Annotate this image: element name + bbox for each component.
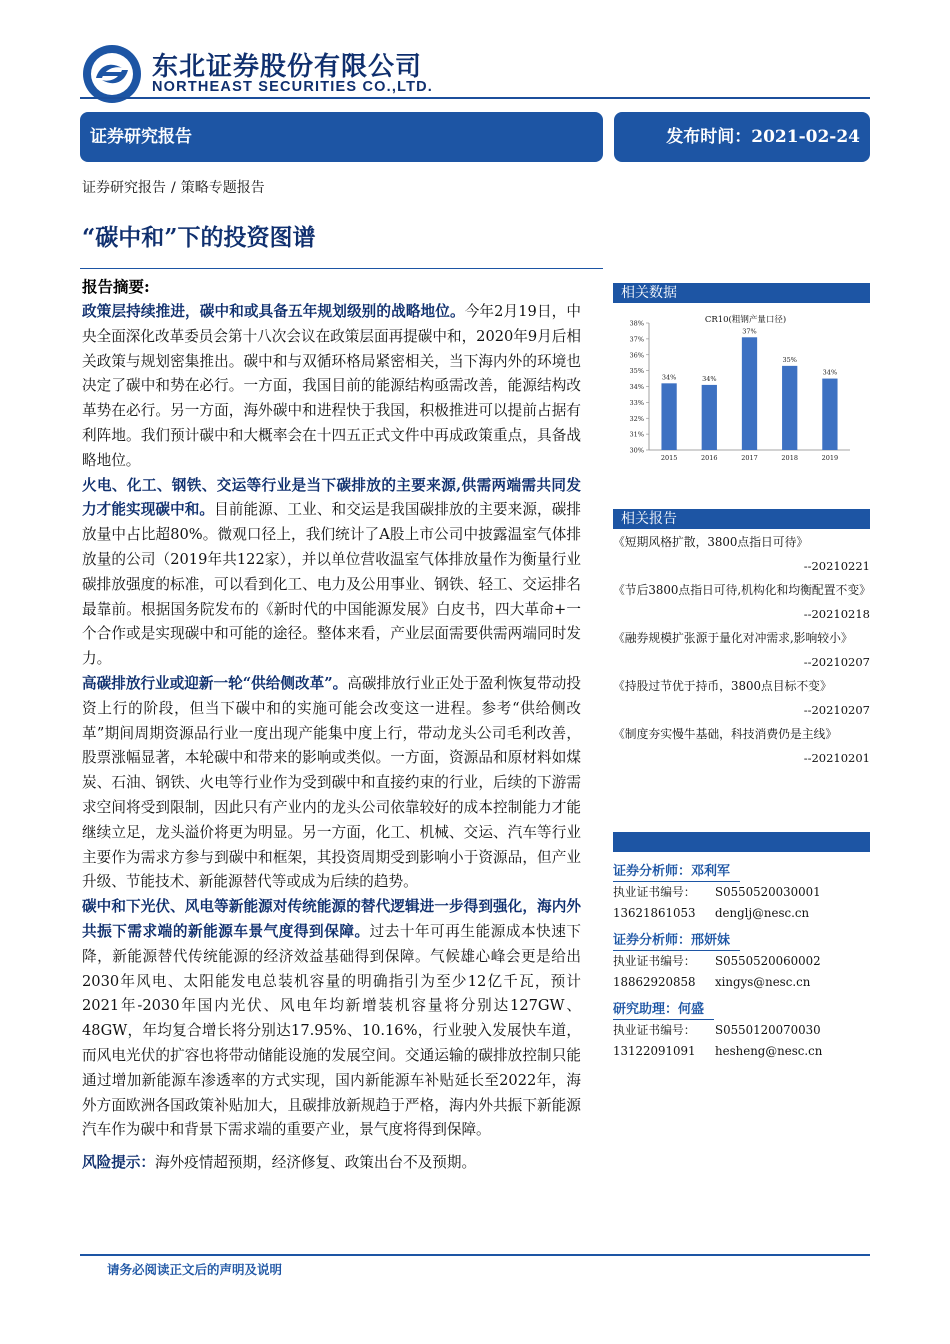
paragraph-lead: 政策层持续推进，碳中和或具备五年规划级别的战略地位。 bbox=[82, 303, 465, 320]
chart-bar bbox=[742, 337, 757, 450]
paragraph-lead: 火电、化工、钢铁、交运等行业是当下碳排放的主要来源,供需两端需共同发力才能实现碳中和。 bbox=[82, 476, 581, 519]
analyst-email[interactable]: denglj@nesc.cn bbox=[715, 906, 810, 920]
x-tick-label: 2019 bbox=[821, 454, 839, 462]
company-name-en: NORTHEAST SECURITIES CO.,LTD. bbox=[152, 79, 434, 95]
analyst-name: 证券分析师：邢妍妹 bbox=[613, 931, 730, 951]
cert-number: S0550520060002 bbox=[715, 954, 821, 968]
analyst-card bbox=[613, 931, 870, 993]
company-logo bbox=[82, 44, 142, 104]
y-tick-label: 32% bbox=[629, 414, 644, 423]
abstract-paragraph bbox=[82, 895, 581, 1143]
analyst-name: 证券分析师：邓利军 bbox=[613, 862, 730, 882]
related-report-title[interactable]: 《融券规模扩张源于量化对冲需求,影响较小》 bbox=[613, 631, 853, 645]
analyst-card bbox=[613, 1000, 870, 1062]
paragraph-text: 今年2月19日，中央全面深化改革委员会第十八次会议在政策层面再提碳中和，2020年9月后相关政策与规划密集推出。碳中和与双循环格局紧密相关，当下海内外的环境也决定了碳中和势在必行。一方面，我国目前的能源结构亟需改善，能源结构改革势在必行。另一方面，海外碳中和进程快于我国，积极推进可以提前占据有利阵地。我们预计碳中和大概率会在十四五正式文件中再成政策重点，具备战略地位。 bbox=[82, 303, 581, 469]
paragraph-lead: 高碳排放行业或迎新一轮“供给侧改革”。 bbox=[82, 674, 348, 692]
y-tick-label: 36% bbox=[629, 351, 644, 360]
y-tick-label: 33% bbox=[629, 398, 644, 407]
chart-title: CR10(粗钢产量口径) bbox=[704, 315, 787, 325]
abstract-paragraph bbox=[82, 672, 581, 895]
x-tick-label: 2018 bbox=[781, 454, 798, 462]
analyst-phone: 18862920858 bbox=[613, 975, 696, 989]
related-report-date: --20210207 bbox=[803, 655, 870, 669]
paragraph-lead: 碳中和下光伏、风电等新能源对传统能源的替代逻辑进一步得到强化，海内外共振下需求端的新能源车景气度得到保障。 bbox=[82, 898, 581, 940]
chart-bar bbox=[822, 379, 837, 450]
analyst-phone: 13122091091 bbox=[613, 1044, 696, 1058]
related-report-item[interactable] bbox=[613, 530, 870, 578]
related-report-item[interactable] bbox=[613, 578, 870, 626]
risk-warning bbox=[82, 1151, 581, 1176]
related-report-title[interactable]: 《短期风格扩散，3800点指日可待》 bbox=[613, 535, 809, 549]
related-report-title[interactable]: 《节后3800点指日可待,机构化和均衡配置不变》 bbox=[613, 583, 871, 597]
y-tick-label: 35% bbox=[629, 367, 644, 376]
cert-number: S0550520030001 bbox=[715, 885, 821, 899]
chart-bar bbox=[702, 385, 717, 450]
related-data-header: 相关数据 bbox=[613, 283, 870, 303]
related-report-date: --20210221 bbox=[803, 559, 870, 573]
breadcrumb-separator: / bbox=[171, 180, 176, 196]
paragraph-text: 过去十年可再生能源成本快速下降，新能源替代传统能源的经济效益基础得到保障。气候雄心峰会更是给出2030年风电、太阳能发电总装机容量的明确指引为至少12亿千瓦，预计2021年-2030年国内光伏、风电年均新增装机容量将分别达127GW、48GW，年均复合增长将分别达17.95%、10.16%，行业驶入发展快车道，而风电光伏的扩容也将带动储能设施的发展空间。交通运输的碳排放控制只能通过增加新能源车渗透率的方式实现，国内新能源车补贴延长至2022年，海外方面欧洲各国政策补贴加大，且碳排放新规趋于严格，海内外共振下新能源汽车作为碳中和背景下需求端的重要产业，景气度将得到保障。 bbox=[82, 922, 581, 1139]
abstract-body bbox=[82, 300, 581, 1176]
abstract-heading: 报告摘要: bbox=[82, 277, 150, 296]
related-reports-header: 相关报告 bbox=[613, 509, 870, 529]
paragraph-text: 目前能源、工业、和交运是我国碳排放的主要来源，碳排放量中占比超80%。微观口径上，我们统计了A股上市公司中披露温室气体排放量的公司（2019年共122家），并以单位营收温室气体排放量作为衡量行业碳排放强度的标准，可以看到化工、电力及公用事业、钢铁、轻工、交运排名最靠前。根据国务院发布的《新时代的中国能源发展》白皮书，四大革命+一个合作或是实现碳中和可能的途径。整体来看，产业层面需要供需两端同时发力。 bbox=[82, 501, 581, 668]
header-divider bbox=[80, 97, 870, 99]
related-report-item[interactable] bbox=[613, 626, 870, 674]
bar-data-label: 34% bbox=[702, 374, 717, 383]
risk-lead: 风险提示： bbox=[82, 1154, 155, 1172]
analyst-name: 研究助理：何盛 bbox=[613, 1000, 704, 1020]
analyst-email[interactable]: xingys@nesc.cn bbox=[715, 975, 811, 989]
company-name-cn: 东北证券股份有限公司 bbox=[152, 52, 423, 82]
bar-data-label: 35% bbox=[782, 355, 797, 364]
chart-bar bbox=[782, 366, 797, 450]
abstract-divider bbox=[80, 268, 603, 269]
related-report-date: --20210201 bbox=[803, 751, 870, 765]
related-report-title[interactable]: 《制度夯实慢牛基础，科技消费仍是主线》 bbox=[613, 727, 838, 741]
y-tick-label: 31% bbox=[629, 430, 644, 439]
footer-divider bbox=[80, 1254, 870, 1256]
x-tick-label: 2015 bbox=[660, 454, 678, 462]
related-reports-list bbox=[613, 530, 870, 770]
page-title: “碳中和”下的投资图谱 bbox=[82, 224, 316, 251]
bar-data-label: 37% bbox=[742, 327, 757, 336]
y-tick-label: 34% bbox=[629, 383, 644, 391]
cr10-chart-svg bbox=[613, 309, 870, 466]
footer-disclaimer: 请务必阅读正文后的声明及说明 bbox=[107, 1262, 283, 1277]
y-tick-label: 37% bbox=[629, 335, 644, 344]
related-report-date: --20210218 bbox=[803, 607, 870, 621]
abstract-paragraph bbox=[82, 300, 581, 474]
analyst-phone: 13621861053 bbox=[613, 906, 696, 920]
y-tick-label: 30% bbox=[629, 446, 644, 455]
bar-data-label: 34% bbox=[661, 373, 677, 382]
related-report-item[interactable] bbox=[613, 674, 870, 722]
cert-label: 执业证书编号： bbox=[613, 954, 696, 968]
analyst-section-bar bbox=[613, 832, 870, 852]
cert-label: 执业证书编号： bbox=[613, 885, 696, 899]
x-tick-label: 2016 bbox=[701, 454, 718, 462]
breadcrumb-item: 策略专题报告 bbox=[180, 180, 265, 196]
cert-number: S0550120070030 bbox=[715, 1023, 821, 1037]
chart-bar bbox=[661, 383, 676, 450]
report-type-banner: 证券研究报告 bbox=[80, 112, 603, 162]
risk-text: 海外疫情超预期，经济修复、政策出台不及预期。 bbox=[154, 1154, 477, 1172]
analyst-list bbox=[613, 862, 870, 1069]
paragraph-text: 高碳排放行业正处于盈利恢复带动投资上行的阶段，但当下碳中和的实施可能会改变这一进程。参考“供给侧改革”期间周期资源品行业一度出现产能集中度上行，带动龙头公司毛利改善，股票涨幅显著，本轮碳中和带来的影响或类似。一方面，资源品和原材料如煤炭、石油、钢铁、火电等行业作为受到碳中和直接约束的行业，后续的下游需求空间将受到限制，因此只有产业内的龙头公司依靠较好的成本控制能力才能继续立足，龙头溢价将更为明显。另一方面，化工、机械、交运、汽车等行业主要作为需求方参与到碳中和框架，其投资周期受到影响小于资源品，但产业升级、节能技术、新能源替代等或成为后续的趋势。 bbox=[82, 674, 581, 891]
abstract-paragraph bbox=[82, 474, 581, 672]
analyst-card bbox=[613, 862, 870, 924]
publish-date-banner: 发布时间：2021-02-24 bbox=[614, 112, 870, 162]
related-report-title[interactable]: 《持股过节优于持币，3800点目标不变》 bbox=[613, 679, 832, 693]
breadcrumb-item: 证券研究报告 bbox=[82, 180, 166, 196]
cert-label: 执业证书编号： bbox=[613, 1023, 696, 1037]
bar-data-label: 34% bbox=[822, 368, 838, 377]
x-tick-label: 2017 bbox=[741, 454, 758, 462]
related-report-item[interactable] bbox=[613, 722, 870, 770]
cr10-chart bbox=[613, 309, 870, 466]
analyst-email[interactable]: hesheng@nesc.cn bbox=[715, 1044, 823, 1058]
related-report-date: --20210207 bbox=[803, 703, 870, 717]
y-tick-label: 38% bbox=[629, 319, 644, 328]
breadcrumb bbox=[82, 177, 265, 197]
